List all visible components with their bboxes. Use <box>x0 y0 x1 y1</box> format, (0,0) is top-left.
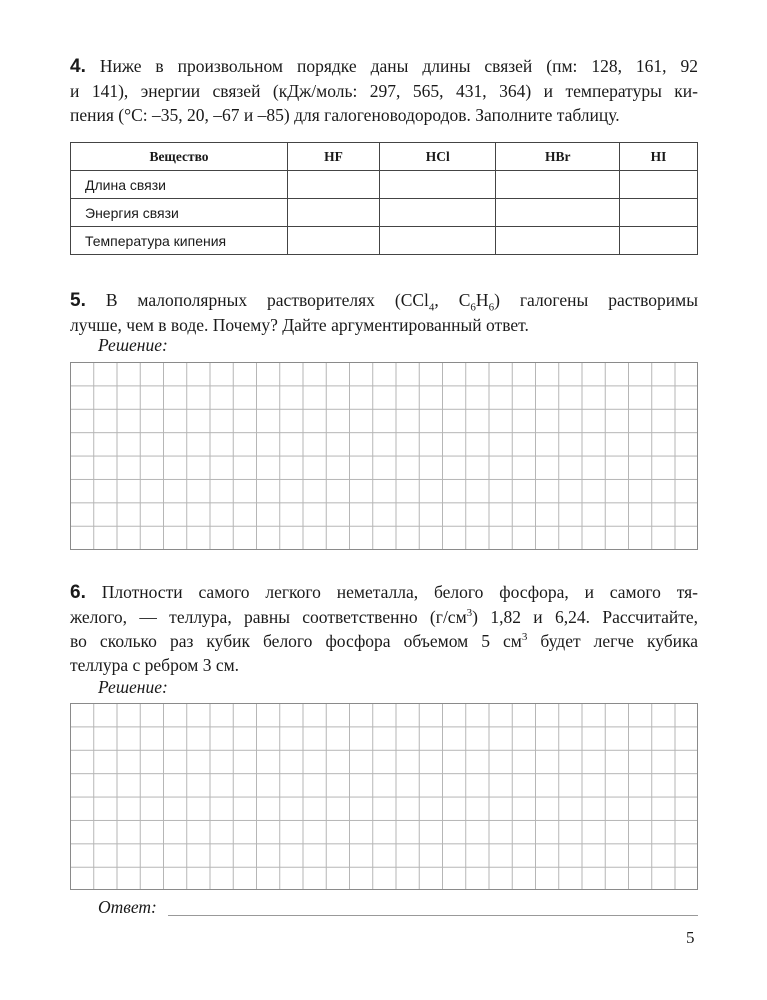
solution-label: Решение: <box>98 677 168 697</box>
answer-cell[interactable] <box>619 227 697 255</box>
halogen-table <box>70 142 698 255</box>
task-6-line-4: теллура с ребром 3 см. <box>70 655 240 675</box>
table-header-cell: Вещество <box>71 143 288 171</box>
task-4 <box>70 54 698 127</box>
table-header-cell: HI <box>619 143 697 171</box>
answer-cell[interactable] <box>496 199 619 227</box>
subscript: 4 <box>428 301 435 314</box>
task-6-text: будет легче кубика <box>527 631 698 651</box>
table-row <box>71 171 698 199</box>
row-label: Температура кипения <box>71 227 288 255</box>
task-6 <box>70 580 698 677</box>
task-5-text: В малополярных растворителях (CCl <box>105 290 429 310</box>
task-6-text: желого, — теллура, равны соответственно (г/см <box>70 607 467 627</box>
superscript: 3 <box>466 607 473 620</box>
superscript: 3 <box>521 631 528 644</box>
task-5-text: , C <box>434 290 471 310</box>
subscript: 6 <box>470 301 476 314</box>
answer-cell[interactable] <box>379 227 496 255</box>
task-4-text-1: Ниже в произвольном порядке даны длины связей (пм: 128, 161, 92 <box>99 56 699 76</box>
answer-cell[interactable] <box>288 171 380 199</box>
task-6-text: Плотности самого легкого неметалла, белого фосфора, и самого тя- <box>101 582 698 602</box>
task-4-line-3: пения (°С: –35, 20, –67 и –85) для галогеноводородов. Заполните таблицу. <box>70 105 620 125</box>
task-6-number: 6. <box>70 582 86 603</box>
answer-cell[interactable] <box>496 171 619 199</box>
answer-cell[interactable] <box>288 227 380 255</box>
answer-cell[interactable] <box>619 199 697 227</box>
task-4-number: 4. <box>70 56 86 77</box>
table-header-cell: HCl <box>379 143 496 171</box>
table-row <box>71 227 698 255</box>
answer-label: Ответ: <box>98 897 157 917</box>
table-header-cell: HBr <box>496 143 619 171</box>
task-6-line-2 <box>70 605 698 629</box>
solution-label: Решение: <box>98 335 168 355</box>
subscript: 6 <box>488 301 495 314</box>
task-6-text: во сколько раз кубик белого фосфора объемом 5 см <box>70 631 522 651</box>
answer-cell[interactable] <box>379 171 496 199</box>
task-5-number: 5. <box>70 290 86 311</box>
task-4-line-1 <box>70 54 698 79</box>
solution-grid[interactable] <box>70 703 698 890</box>
answer-cell[interactable] <box>379 199 496 227</box>
page-number: 5 <box>686 928 695 947</box>
task-5-text: ) галогены растворимы <box>494 290 698 310</box>
task-6-text: ) 1,82 и 6,24. Рассчитайте, <box>472 607 698 627</box>
task-4-line-2: и 141), энергии связей (кДж/моль: 297, 565, 431, 364) и температуры ки- <box>70 81 698 101</box>
task-5-line-1 <box>70 288 698 313</box>
task-5 <box>70 288 698 337</box>
task-5-line-2: лучше, чем в воде. Почему? Дайте аргументированный ответ. <box>70 315 529 335</box>
answer-line[interactable] <box>168 915 698 916</box>
table-header-row <box>71 143 698 171</box>
task-6-line-3 <box>70 629 698 653</box>
row-label: Длина связи <box>71 171 288 199</box>
table-row <box>71 199 698 227</box>
answer-cell[interactable] <box>496 227 619 255</box>
answer-cell[interactable] <box>288 199 380 227</box>
row-label: Энергия связи <box>71 199 288 227</box>
task-6-line-1 <box>70 580 698 605</box>
solution-grid[interactable] <box>70 362 698 550</box>
answer-cell[interactable] <box>619 171 697 199</box>
table-header-cell: HF <box>288 143 380 171</box>
task-5-text: H <box>475 290 489 310</box>
